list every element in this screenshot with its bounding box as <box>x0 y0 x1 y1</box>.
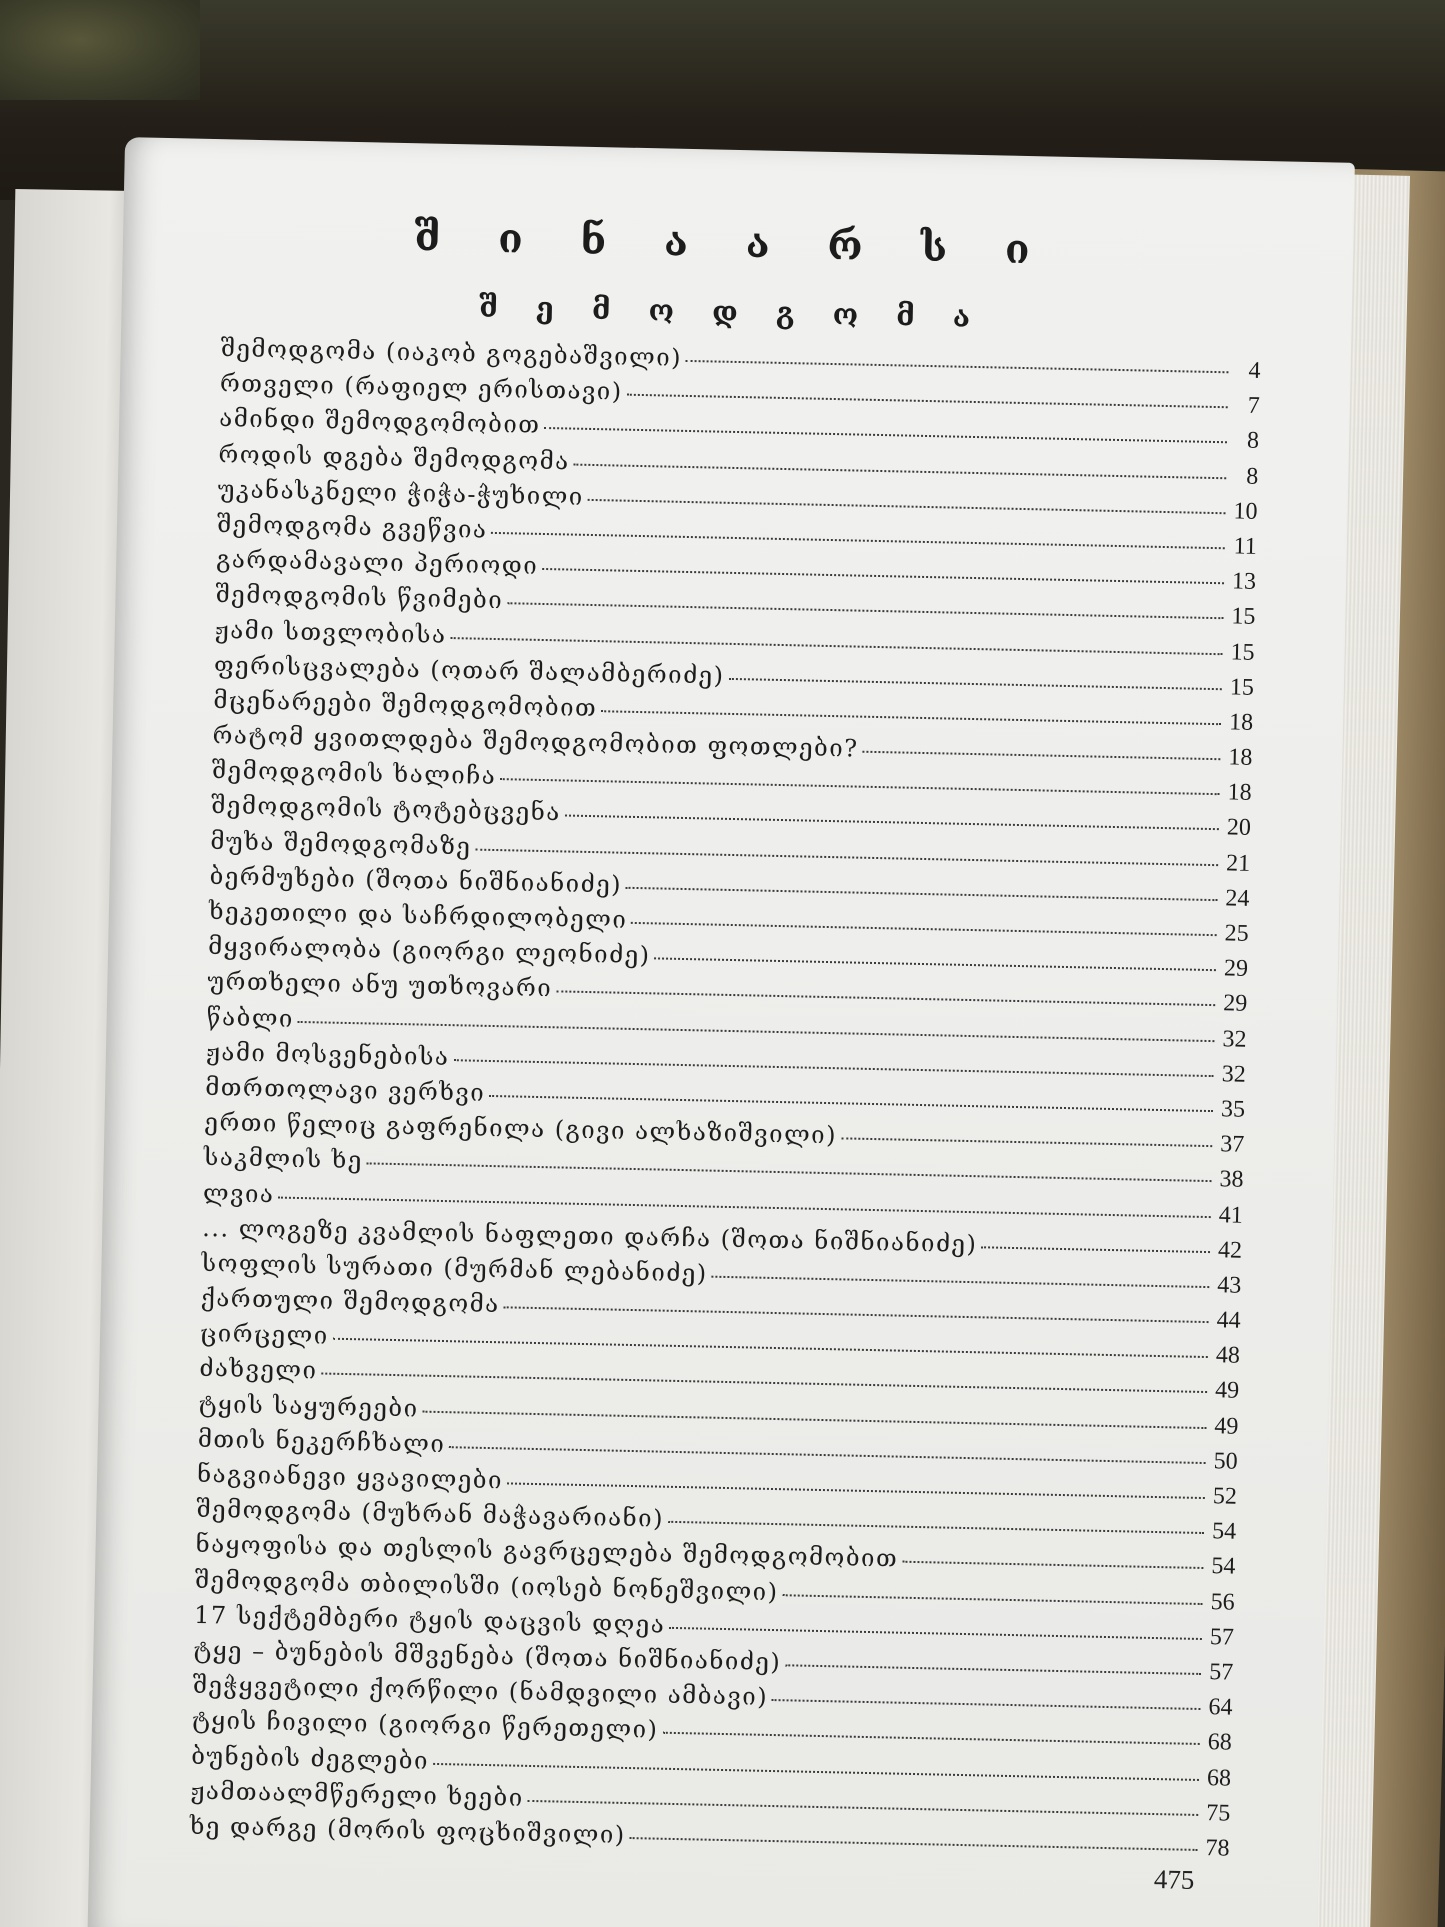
toc-entry-title: რთველი (რაფიელ ერისთავი) <box>219 369 623 406</box>
dot-leader <box>542 567 1224 584</box>
dot-leader <box>588 498 1226 514</box>
toc-entry-page: 41 <box>1218 1201 1244 1229</box>
toc-entry-page: 57 <box>1209 1623 1235 1651</box>
toc-entry-title: უკანასკნელი ჭიჭა-ჭუხილი <box>217 474 585 511</box>
dot-leader <box>278 1195 1210 1218</box>
toc-entry-title: მყვირალობა (გიორგი ლეონიძე) <box>207 932 651 970</box>
toc-entry-title: ქართული შემოდგომა <box>200 1284 500 1319</box>
toc-entry-page: 68 <box>1206 1764 1232 1792</box>
toc-entry-page: 37 <box>1220 1131 1245 1158</box>
dot-leader <box>475 847 1218 866</box>
toc-entry-title: ამინდი შემოდგომობით <box>218 404 541 440</box>
dot-leader <box>785 1663 1201 1675</box>
toc-entry-title: ძახველი <box>199 1354 318 1385</box>
toc-entry-page: 54 <box>1211 1518 1237 1545</box>
toc-entry-title: ხეკეთილი და საჩრდილობელი <box>208 897 628 934</box>
toc-entry-page: 54 <box>1211 1553 1236 1581</box>
toc-entry-page: 48 <box>1215 1342 1241 1369</box>
toc-entry-page: 57 <box>1208 1659 1234 1686</box>
dot-leader <box>450 636 1222 655</box>
toc-entry-title: ჟამი მოსვენებისა <box>205 1037 450 1071</box>
toc-entry-page: 21 <box>1225 849 1251 877</box>
page-number: 475 <box>1153 1864 1195 1895</box>
toc-entry-title: ერთი წელიც გაფრენილა (გივი ალხაზიშვილი) <box>204 1108 838 1150</box>
dot-leader <box>654 957 1215 972</box>
dot-leader <box>489 1094 1213 1112</box>
toc-entry-page: 50 <box>1213 1448 1238 1475</box>
dot-leader <box>453 1058 1213 1077</box>
contents-heading: შ ი ნ ა ა რ ს ი <box>413 213 1053 274</box>
toc-entry-page: 38 <box>1219 1166 1244 1194</box>
toc-entry-title: წაბლი <box>206 1002 295 1033</box>
dot-leader <box>669 1626 1202 1640</box>
toc-entry-page: 52 <box>1212 1483 1238 1510</box>
toc-entry-page: 78 <box>1205 1834 1230 1862</box>
toc-entry-title: შემოდგომის წვიმები <box>215 580 504 615</box>
toc-entry-title: როდის დგება შემოდგომა <box>218 439 570 476</box>
dot-leader <box>528 1799 1199 1816</box>
dot-leader <box>321 1372 1207 1394</box>
toc-entry-title: რატომ ყვითლდება შემოდგომობით ფოთლები? <box>212 721 859 763</box>
toc-entry-page: 20 <box>1226 814 1252 842</box>
dot-leader <box>662 1731 1199 1745</box>
toc-entry-title: მთრთოლავი ვერხვი <box>204 1072 486 1107</box>
toc-entry-page: 44 <box>1216 1307 1241 1334</box>
toc-entry-page: 18 <box>1228 709 1254 736</box>
toc-entry-title: ტყის საყურეები <box>198 1389 419 1423</box>
toc-entry-title: ნაყოფისა და თესლის გავრცელება შემოდგომობით <box>195 1530 899 1573</box>
toc-entry-title: შეჭყვეტილი ქორწილი (ნამდვილი ამბავი) <box>192 1671 769 1712</box>
toc-entry-page: 32 <box>1222 1025 1247 1053</box>
toc-entry-page: 18 <box>1228 744 1253 771</box>
dot-leader <box>841 1136 1212 1147</box>
toc-entry-page: 35 <box>1220 1096 1246 1123</box>
toc-entry-page: 15 <box>1230 638 1255 666</box>
dot-leader <box>544 426 1227 443</box>
dot-leader <box>422 1409 1206 1428</box>
dot-leader <box>772 1698 1200 1710</box>
dot-leader <box>367 1162 1212 1183</box>
dot-leader <box>504 1305 1209 1323</box>
dot-leader <box>728 677 1221 690</box>
toc-entry-page: 56 <box>1210 1588 1235 1616</box>
book-page <box>87 137 1354 1927</box>
toc-entry-title: 17 სექტემბერი ტყის დაცვის დღეა <box>193 1600 666 1639</box>
dot-leader <box>433 1761 1199 1780</box>
toc-entry-title: ბუნების ძეგლები <box>190 1741 430 1775</box>
toc-entry-page: 29 <box>1223 955 1249 983</box>
dot-leader <box>631 921 1216 936</box>
dot-leader <box>507 1481 1205 1499</box>
dot-leader <box>500 777 1219 795</box>
section-heading: შ ე მ ო დ გ ო მ ა <box>478 289 985 335</box>
toc-entry-title: მცენარეები შემოდგომობით <box>213 685 598 723</box>
dot-leader <box>686 359 1229 373</box>
toc-entry-page: 24 <box>1225 885 1250 912</box>
dot-leader <box>556 990 1215 1007</box>
toc-entry-title: გარდამავალი პერიოდი <box>216 545 539 580</box>
dot-leader <box>627 393 1228 409</box>
dot-leader <box>668 1520 1204 1534</box>
toc-entry-title: ტყე – ბუნების მშვენება (შოთა ნიშნიანიძე) <box>193 1635 782 1677</box>
dot-leader <box>333 1337 1208 1358</box>
toc-entry-title: შემოდგომის ხალიჩა <box>211 756 497 791</box>
toc-entry-title: ურთხელი ანუ უთხოვარი <box>207 967 553 1003</box>
toc-entry-title: შემოდგომა თბილისში (იოსებ ნონეშვილი) <box>194 1565 779 1606</box>
toc-entry-title: ჟამი სთვლობისა <box>214 615 447 649</box>
dot-leader <box>981 1245 1210 1253</box>
toc-entry-page: 49 <box>1214 1412 1239 1440</box>
toc-entry-page: 8 <box>1246 463 1259 490</box>
dot-leader <box>902 1560 1203 1569</box>
toc-entry-title: შემოდგომა (მუხრან მაჭავარიანი) <box>196 1495 665 1533</box>
toc-entry-title: ფერისცვალება (ოთარ შალამბერიძე) <box>213 650 725 690</box>
dot-leader <box>626 886 1217 901</box>
toc-entry-page: 75 <box>1206 1799 1231 1827</box>
toc-entry-page: 13 <box>1231 568 1257 596</box>
toc-entry-page: 8 <box>1246 428 1260 455</box>
toc-entry-page: 4 <box>1248 357 1261 384</box>
dot-leader <box>782 1593 1202 1605</box>
toc-entry-page: 64 <box>1208 1694 1233 1721</box>
toc-entry-page: 68 <box>1207 1729 1233 1756</box>
toc-entry-title: ხე დარგე (მორის ფოცხიშვილი) <box>189 1811 626 1849</box>
dot-leader <box>712 1275 1210 1288</box>
table-of-contents <box>189 334 1260 1869</box>
toc-entry-page: 49 <box>1214 1377 1240 1405</box>
dot-leader <box>449 1445 1205 1464</box>
toc-entry-title: ტყის ჩივილი (გიორგი წერეთელი) <box>191 1706 659 1744</box>
toc-entry-page: 15 <box>1229 674 1255 701</box>
background-object <box>0 0 200 100</box>
toc-entry-page: 15 <box>1231 603 1256 631</box>
toc-entry-page: 32 <box>1221 1061 1247 1088</box>
toc-entry-title: საკმლის ხე <box>203 1143 364 1175</box>
toc-entry-title: შემოდგომა გვეწვია <box>216 510 488 544</box>
toc-entry-title: ჟამთაალმწერელი ხეები <box>190 1776 525 1812</box>
dot-leader <box>491 531 1224 549</box>
dot-leader <box>574 462 1227 479</box>
dot-leader <box>507 602 1223 620</box>
toc-entry-title: ... ლოგეზე კვამლის ნაფლეთი დარჩა (შოთა ნიშნიანიძე) <box>202 1213 978 1258</box>
dot-leader <box>630 1836 1198 1851</box>
toc-entry-title: მთის ნეკერჩხალი <box>197 1424 446 1458</box>
toc-entry-page: 42 <box>1217 1236 1243 1264</box>
toc-entry-title: ბერმუხები (შოთა ნიშნიანიძე) <box>209 861 623 899</box>
dot-leader <box>565 814 1219 831</box>
toc-entry-page: 11 <box>1233 533 1258 560</box>
toc-entry-title: ლვია <box>202 1178 275 1208</box>
dot-leader <box>601 709 1221 725</box>
toc-entry-page: 7 <box>1247 392 1261 420</box>
toc-entry-page: 25 <box>1224 920 1249 947</box>
toc-entry-title: შემოდგომის ტოტებცვენა <box>210 791 562 827</box>
toc-entry-page: 43 <box>1217 1272 1242 1299</box>
toc-entry-page: 18 <box>1227 779 1252 807</box>
toc-entry-title: ნაგვიანევი ყვავილები <box>196 1459 504 1495</box>
toc-entry-title: მუხა შემოდგომაზე <box>210 826 472 861</box>
toc-entry-title: ცირცელი <box>199 1319 329 1350</box>
dot-leader <box>862 750 1220 760</box>
toc-entry-title: სოფლის სურათი (მურმან ლებანიძე) <box>201 1248 709 1288</box>
dot-leader <box>298 1019 1215 1041</box>
toc-entry-page: 10 <box>1233 498 1258 525</box>
toc-entry-title: შემოდგომა (იაკობ გოგებაშვილი) <box>220 334 683 372</box>
toc-entry-page: 29 <box>1222 990 1248 1018</box>
